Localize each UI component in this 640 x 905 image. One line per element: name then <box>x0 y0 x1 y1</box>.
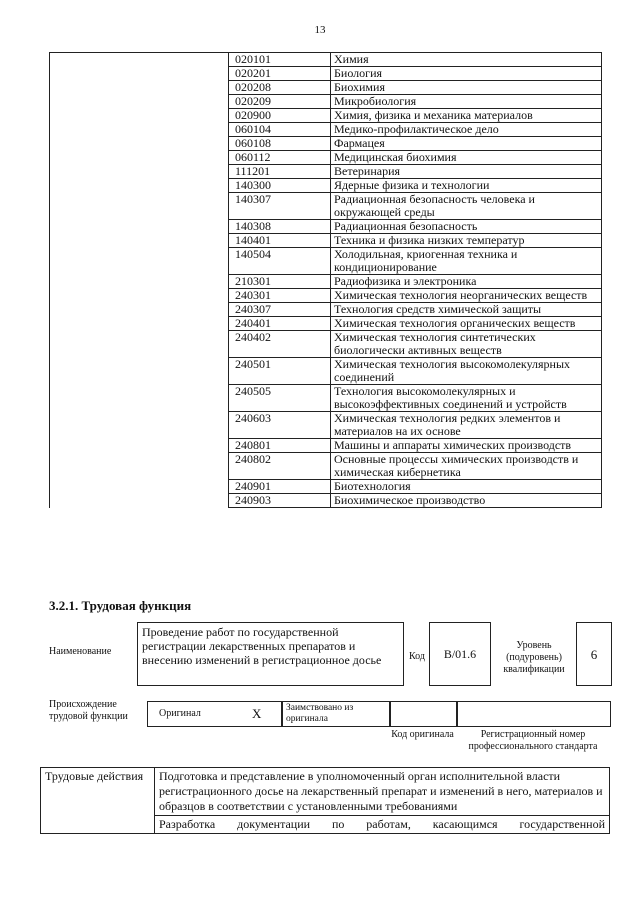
specialty-code: 020209 <box>229 95 331 109</box>
specialty-name: Фармацея <box>331 137 602 151</box>
specialty-name: Ветеринария <box>331 165 602 179</box>
specialty-code: 140308 <box>229 220 331 234</box>
specialty-code: 240901 <box>229 480 331 494</box>
specialty-name: Биохимическое производство <box>331 494 602 508</box>
specialty-name: Радиофизика и электроника <box>331 275 602 289</box>
specialty-code: 060104 <box>229 123 331 137</box>
specialty-name: Химия <box>331 53 602 67</box>
specialty-code: 240903 <box>229 494 331 508</box>
labor-action-item: Разработка документации по работам, касающимся государственной <box>155 816 610 834</box>
specialty-code: 210301 <box>229 275 331 289</box>
specialty-name: Биология <box>331 67 602 81</box>
level-value: 6 <box>590 647 598 662</box>
specialty-name: Технология средств химической защиты <box>331 303 602 317</box>
labor-actions-table <box>40 767 610 834</box>
specialty-code: 140300 <box>229 179 331 193</box>
specialty-code: 060112 <box>229 151 331 165</box>
specialty-code: 240501 <box>229 358 331 385</box>
specialty-code: 020208 <box>229 81 331 95</box>
specialty-code: 240401 <box>229 317 331 331</box>
specialty-name: Радиационная безопасность <box>331 220 602 234</box>
level-box <box>576 622 612 686</box>
original-label: Оригинал <box>159 708 201 719</box>
labor-actions-label: Трудовые действия <box>41 768 155 834</box>
specialty-code: 240505 <box>229 385 331 412</box>
specialty-code: 020201 <box>229 67 331 81</box>
specialty-name: Химическая технология редких элементов и материалов на их основе <box>331 412 602 439</box>
specialty-code: 020900 <box>229 109 331 123</box>
reg-number-label: Регистрационный номер профессионального стандарта <box>468 729 598 752</box>
specialty-code: 020101 <box>229 53 331 67</box>
specialty-name: Биохимия <box>331 81 602 95</box>
specialty-name: Техника и физика низких температур <box>331 234 602 248</box>
origin-label: Происхождение трудовой функции <box>49 699 128 722</box>
code-value: B/01.6 <box>443 647 477 661</box>
level-label: Уровень (подуровень) квалификации <box>503 640 565 675</box>
specialty-name: Химическая технология синтетических биологически активных веществ <box>331 331 602 358</box>
specialty-code: 240603 <box>229 412 331 439</box>
specialty-code: 140504 <box>229 248 331 275</box>
reg-number-box <box>456 701 611 727</box>
labor-action-item: Подготовка и представление в уполномоченный орган исполнительной власти регистрационного досье на лекарственный препарат и изменений в него, материалов и образцов в соответствии с установленными требованиями <box>155 768 610 816</box>
section-title: 3.2.1. Трудовая функция <box>49 598 192 613</box>
page-number: 13 <box>314 24 326 36</box>
name-label: Наименование <box>49 646 112 657</box>
borrowed-box <box>281 701 391 727</box>
specialty-code: 240801 <box>229 439 331 453</box>
code-label: Код <box>409 651 425 662</box>
labor-actions-row <box>41 768 610 816</box>
specialty-code: 240402 <box>229 331 331 358</box>
specialty-name: Машины и аппараты химических производств <box>331 439 602 453</box>
specialty-name: Технология высокомолекулярных и высокоэффективных соединений и устройств <box>331 385 602 412</box>
code-original-box <box>389 701 458 727</box>
code-box <box>429 622 491 686</box>
specialty-code: 240307 <box>229 303 331 317</box>
specialty-name: Химическая технология высокомолекулярных соединений <box>331 358 602 385</box>
specialty-name: Радиационная безопасность человека и окружающей среды <box>331 193 602 220</box>
borrowed-label: Заимствовано из оригинала <box>286 703 354 724</box>
specialty-row <box>50 53 602 67</box>
specialty-code: 240301 <box>229 289 331 303</box>
specialty-code: 240802 <box>229 453 331 480</box>
specialty-name: Ядерные физика и технологии <box>331 179 602 193</box>
specialty-code: 140307 <box>229 193 331 220</box>
name-box <box>137 622 404 686</box>
specialty-code: 060108 <box>229 137 331 151</box>
specialty-name: Биотехнология <box>331 480 602 494</box>
specialty-name: Микробиология <box>331 95 602 109</box>
blank-column <box>50 53 229 508</box>
code-original-label: Код оригинала <box>391 729 454 740</box>
specialty-name: Медицинская биохимия <box>331 151 602 165</box>
specialty-name: Химическая технология неорганических веществ <box>331 289 602 303</box>
original-box <box>147 701 283 727</box>
specialty-name: Химия, физика и механика материалов <box>331 109 602 123</box>
specialty-name: Основные процессы химических производств и химическая кибернетика <box>331 453 602 480</box>
function-name: Проведение работ по государственной регистрации лекарственных препаратов и внесению изменений в регистрационное досье <box>142 625 382 667</box>
specialty-name: Химическая технология органических веществ <box>331 317 602 331</box>
original-mark: X <box>252 706 262 721</box>
specialties-table <box>49 52 602 508</box>
specialty-name: Медико-профилактическое дело <box>331 123 602 137</box>
specialty-name: Холодильная, криогенная техника и кондиционирование <box>331 248 602 275</box>
specialty-code: 140401 <box>229 234 331 248</box>
specialty-code: 111201 <box>229 165 331 179</box>
